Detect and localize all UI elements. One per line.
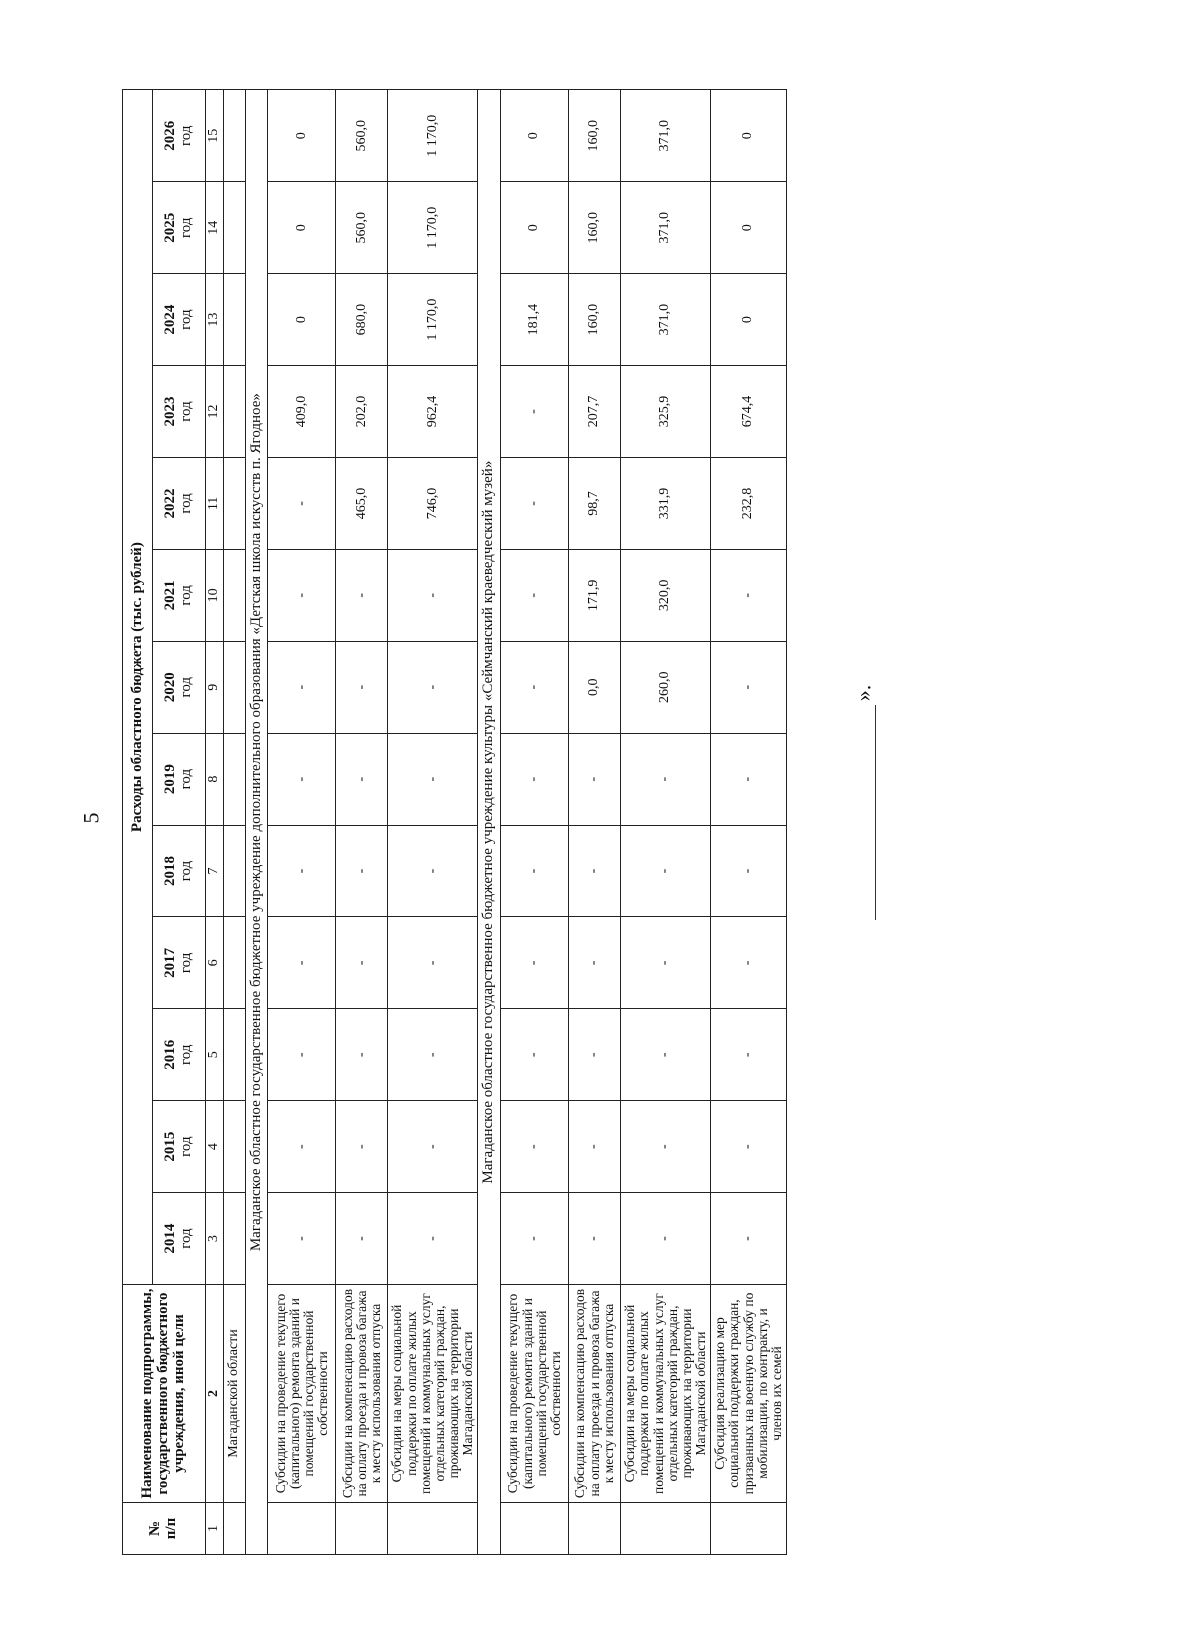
year-unit: год: [178, 309, 195, 330]
header-year-2019: [153, 733, 206, 825]
year-unit: год: [178, 401, 195, 422]
row-value: -: [268, 917, 336, 1009]
year-value: 2026: [162, 120, 179, 151]
year-value: 2015: [162, 1131, 179, 1162]
row-name: Субсидии на меры социальной поддержки по оплате жилых помещений и коммунальных услуг отдельных категорий граждан, проживающих на территории Магаданской области: [621, 1285, 711, 1503]
header-year-2016: [153, 1009, 206, 1101]
row-value: 181,4: [501, 274, 569, 366]
row-value: -: [388, 1193, 478, 1285]
row-value: 680,0: [336, 274, 388, 366]
column-numbers-row: [206, 90, 224, 1555]
header-year-2022: [153, 457, 206, 549]
year-value: 2022: [162, 488, 179, 519]
row-value: 331,9: [621, 457, 711, 549]
column-number: 2: [206, 1285, 224, 1503]
year-unit: год: [178, 493, 195, 514]
row-value: 0,0: [569, 641, 621, 733]
row-value: -: [336, 641, 388, 733]
column-number: 9: [206, 641, 224, 733]
column-number: 6: [206, 917, 224, 1009]
row-value: 232,8: [711, 457, 787, 549]
continuation-cell: [223, 549, 245, 641]
row-value: -: [621, 825, 711, 917]
row-value: -: [501, 733, 569, 825]
row-value: 465,0: [336, 457, 388, 549]
row-value: -: [711, 825, 787, 917]
row-value: -: [336, 917, 388, 1009]
row-value: -: [268, 1009, 336, 1101]
continuation-cell: [223, 182, 245, 274]
row-value: 0: [711, 90, 787, 182]
column-number: 15: [206, 90, 224, 182]
row-value: -: [336, 549, 388, 641]
row-value: 160,0: [569, 274, 621, 366]
header-year-2015: [153, 1101, 206, 1193]
year-value: 2024: [162, 304, 179, 335]
closing-line: [875, 705, 876, 920]
header-year-2017: [153, 917, 206, 1009]
column-number: 12: [206, 366, 224, 458]
row-value: 371,0: [621, 90, 711, 182]
row-value: 160,0: [569, 90, 621, 182]
page-number: 5: [78, 812, 104, 824]
year-unit: год: [178, 768, 195, 790]
row-value: 0: [711, 274, 787, 366]
header-year-2023: [153, 366, 206, 458]
row-value: 207,7: [569, 366, 621, 458]
row-value: -: [569, 1009, 621, 1101]
year-unit: год: [178, 1228, 195, 1249]
column-number: 11: [206, 457, 224, 549]
row-value: -: [501, 917, 569, 1009]
year-unit: год: [178, 676, 195, 698]
row-value: -: [501, 641, 569, 733]
table-row: [388, 90, 478, 1555]
year-value: 2023: [162, 396, 179, 427]
row-value: -: [388, 1101, 478, 1193]
header-col-name: Наименование подпрограммы, государственного бюджетного учреждения, иной цели: [123, 1285, 206, 1503]
row-value: -: [711, 1009, 787, 1101]
section-school-of-arts: [245, 90, 268, 1555]
continuation-text: Магаданской области: [223, 1285, 245, 1503]
table-row: [569, 90, 621, 1555]
section-museum: [478, 90, 501, 1555]
row-value: -: [336, 825, 388, 917]
row-value: -: [388, 1009, 478, 1101]
header-year-2026: [153, 90, 206, 182]
table-row: [621, 90, 711, 1555]
column-number: 5: [206, 1009, 224, 1101]
continuation-row: [223, 90, 245, 1555]
row-name: Субсидии на компенсацию расходов на оплату проезда и провоза багажа к месту использования отпуска: [569, 1285, 621, 1503]
row-value: 1 170,0: [388, 274, 478, 366]
row-value: 560,0: [336, 90, 388, 182]
year-value: 2014: [162, 1223, 179, 1254]
year-unit: год: [178, 1136, 195, 1157]
continuation-cell: [223, 366, 245, 458]
row-value: -: [388, 825, 478, 917]
row-value: 320,0: [621, 549, 711, 641]
header-year-2021: [153, 549, 206, 641]
row-value: -: [621, 733, 711, 825]
row-value: 171,9: [569, 549, 621, 641]
continuation-num: [223, 1503, 245, 1555]
continuation-cell: [223, 1193, 245, 1285]
continuation-cell: [223, 274, 245, 366]
year-value: 2025: [162, 212, 179, 243]
column-number: 13: [206, 274, 224, 366]
row-value: -: [501, 366, 569, 458]
row-value: -: [388, 733, 478, 825]
row-value: -: [268, 1101, 336, 1193]
header-col-number: № п/п: [123, 1503, 206, 1555]
row-value: 371,0: [621, 274, 711, 366]
year-value: 2017: [162, 947, 179, 978]
row-value: -: [621, 1009, 711, 1101]
header-group-expenses: Расходы областного бюджета (тыс. рублей): [123, 90, 153, 1285]
row-value: 371,0: [621, 182, 711, 274]
row-value: 202,0: [336, 366, 388, 458]
row-value: -: [388, 641, 478, 733]
continuation-cell: [223, 917, 245, 1009]
row-number: [569, 1503, 621, 1555]
year-value: 2019: [162, 764, 179, 795]
year-value: 2021: [162, 580, 179, 611]
row-value: 962,4: [388, 366, 478, 458]
continuation-cell: [223, 733, 245, 825]
continuation-cell: [223, 1009, 245, 1101]
row-number: [268, 1503, 336, 1555]
year-unit: год: [178, 952, 195, 974]
row-value: -: [621, 917, 711, 1009]
row-value: -: [268, 457, 336, 549]
row-number: [336, 1503, 388, 1555]
row-value: 325,9: [621, 366, 711, 458]
column-number: 7: [206, 825, 224, 917]
row-value: -: [268, 641, 336, 733]
year-value: 2016: [162, 1039, 179, 1070]
row-value: -: [501, 825, 569, 917]
row-number: [711, 1503, 787, 1555]
year-unit: год: [178, 1044, 195, 1066]
row-value: 0: [501, 90, 569, 182]
row-value: -: [268, 549, 336, 641]
section-school-of-arts-title: Магаданское областное государственное бюджетное учреждение дополнительного образования «Детская школа искусств п. Ягодное»: [245, 90, 268, 1555]
header-row: [123, 90, 153, 1555]
row-value: 0: [711, 182, 787, 274]
row-value: -: [711, 1101, 787, 1193]
table-body: [223, 90, 786, 1555]
row-value: -: [388, 917, 478, 1009]
row-value: 560,0: [336, 182, 388, 274]
row-value: 746,0: [388, 457, 478, 549]
row-value: -: [621, 1101, 711, 1193]
column-number: 3: [206, 1193, 224, 1285]
row-value: 409,0: [268, 366, 336, 458]
row-value: 0: [501, 182, 569, 274]
closing-quote-mark: ».: [850, 684, 876, 702]
row-value: -: [569, 917, 621, 1009]
year-unit: год: [178, 585, 195, 606]
table-row: [711, 90, 787, 1555]
year-unit: год: [178, 860, 195, 882]
table-header: [123, 90, 224, 1555]
column-number: 4: [206, 1101, 224, 1193]
header-year-2014: [153, 1193, 206, 1285]
section-museum-title: Магаданское областное государственное бюджетное учреждение культуры «Сеймчанский краеведческий музей»: [478, 90, 501, 1555]
row-value: 0: [268, 182, 336, 274]
row-value: -: [711, 917, 787, 1009]
row-value: -: [569, 1193, 621, 1285]
year-value: 2020: [162, 672, 179, 703]
year-value: 2018: [162, 856, 179, 886]
column-number: 1: [206, 1503, 224, 1555]
row-name: Субсидии на проведение текущего (капитального) ремонта зданий и помещений государственной собственности: [268, 1285, 336, 1503]
row-value: 0: [268, 90, 336, 182]
row-value: -: [501, 457, 569, 549]
row-value: 260,0: [621, 641, 711, 733]
table-row: [501, 90, 569, 1555]
column-number: 10: [206, 549, 224, 641]
row-value: -: [336, 733, 388, 825]
rotated-table-container: [122, 90, 782, 1555]
row-value: -: [501, 549, 569, 641]
table-row: [268, 90, 336, 1555]
continuation-cell: [223, 90, 245, 182]
row-value: -: [711, 733, 787, 825]
row-value: -: [711, 549, 787, 641]
row-value: -: [336, 1193, 388, 1285]
row-number: [501, 1503, 569, 1555]
row-value: -: [711, 1193, 787, 1285]
budget-table: [122, 89, 787, 1555]
column-number: 8: [206, 733, 224, 825]
row-value: 98,7: [569, 457, 621, 549]
row-value: -: [569, 825, 621, 917]
row-value: -: [336, 1101, 388, 1193]
row-value: 0: [268, 274, 336, 366]
row-value: 1 170,0: [388, 90, 478, 182]
row-value: -: [621, 1193, 711, 1285]
row-value: -: [268, 733, 336, 825]
year-unit: год: [178, 217, 195, 238]
row-number: [621, 1503, 711, 1555]
continuation-cell: [223, 641, 245, 733]
continuation-cell: [223, 1101, 245, 1193]
row-name: Субсидии на компенсацию расходов на оплату проезда и провоза багажа к месту использования отпуска: [336, 1285, 388, 1503]
row-name: Субсидия реализацию мер социальной поддержки граждан, призванных на военную службу по мобилизации, по контракту, и членов их семей: [711, 1285, 787, 1503]
year-unit: год: [178, 125, 195, 147]
header-year-2020: [153, 641, 206, 733]
row-value: -: [711, 641, 787, 733]
column-number: 14: [206, 182, 224, 274]
header-year-2024: [153, 274, 206, 366]
row-name: Субсидии на проведение текущего (капитального) ремонта зданий и помещений государственной собственности: [501, 1285, 569, 1503]
header-year-2018: [153, 825, 206, 917]
row-value: -: [268, 825, 336, 917]
row-value: 1 170,0: [388, 182, 478, 274]
continuation-cell: [223, 825, 245, 917]
row-value: 160,0: [569, 182, 621, 274]
row-number: [388, 1503, 478, 1555]
row-value: -: [336, 1009, 388, 1101]
row-value: -: [501, 1009, 569, 1101]
row-value: -: [569, 1101, 621, 1193]
row-value: -: [501, 1193, 569, 1285]
row-value: 674,4: [711, 366, 787, 458]
row-value: -: [569, 733, 621, 825]
row-name: Субсидии на меры социальной поддержки по оплате жилых помещений и коммунальных услуг отдельных категорий граждан, проживающих на территории Магаданской области: [388, 1285, 478, 1503]
row-value: -: [268, 1193, 336, 1285]
header-year-2025: [153, 182, 206, 274]
table-row: [336, 90, 388, 1555]
row-value: -: [388, 549, 478, 641]
row-value: -: [501, 1101, 569, 1193]
continuation-cell: [223, 457, 245, 549]
